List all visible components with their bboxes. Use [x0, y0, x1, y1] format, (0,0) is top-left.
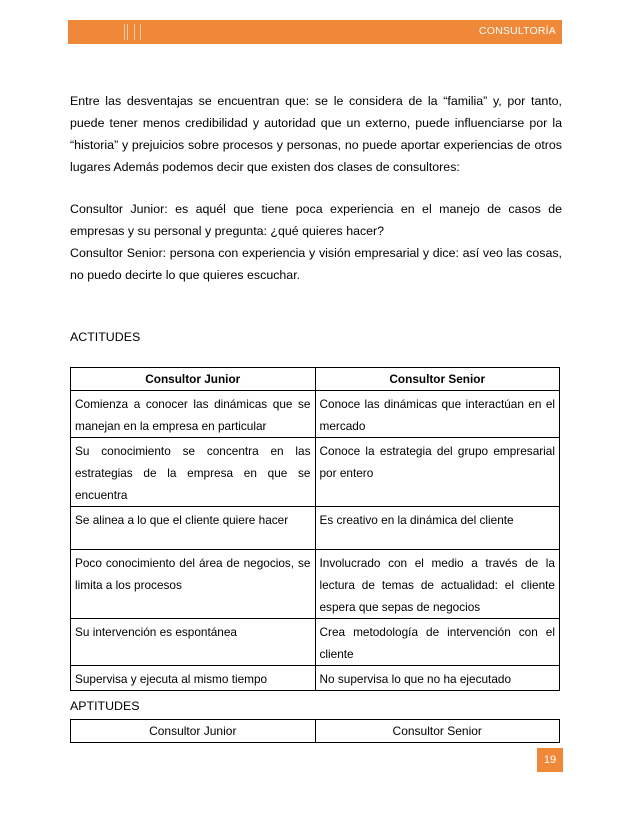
- table-cell: Su conocimiento se concentra en las estrategias de la empresa en que se encuentra: [71, 438, 316, 507]
- table-row: [71, 438, 560, 507]
- consultant-types-block: [70, 198, 562, 286]
- table-header-row: [71, 368, 560, 391]
- paragraph-junior: Consultor Junior: es aquél que tiene poca experiencia en el manejo de casos de empresas y su personal y pregunta: ¿qué quieres hacer?: [70, 202, 562, 238]
- table-row: [71, 666, 560, 691]
- table-row: [71, 507, 560, 550]
- table-cell: Conoce las dinámicas que interactúan en el mercado: [315, 391, 560, 438]
- paragraph-disadvantages: Entre las desventajas se encuentran que: se le considera de la “familia” y, por tanto, puede tener menos credibilidad y autoridad que un externo, puede influenciarse por la “historia” y prejuicios sobre procesos y personas, no puede aportar experiencias de otros lugares Además podemos decir que existen dos clases de consultores:: [70, 94, 562, 174]
- table-cell: Conoce la estrategia del grupo empresarial por entero: [315, 438, 560, 507]
- header-senior: Consultor Senior: [315, 720, 560, 743]
- table-cell: Comienza a conocer las dinámicas que se manejan en la empresa en particular: [71, 391, 316, 438]
- intro-paragraph-block: [70, 90, 562, 178]
- header-senior: Consultor Senior: [315, 368, 560, 391]
- page-number: 19: [537, 748, 563, 772]
- table-cell: Poco conocimiento del área de negocios, se limita a los procesos: [71, 550, 316, 619]
- section-title-aptitudes: APTITUDES: [70, 699, 140, 713]
- section-title-attitudes: ACTITUDES: [70, 330, 141, 344]
- table-cell: Es creativo en la dinámica del cliente: [315, 507, 560, 550]
- table-row: [71, 391, 560, 438]
- table-cell: No supervisa lo que no ha ejecutado: [315, 666, 560, 691]
- paragraph-senior: Consultor Senior: persona con experiencia y visión empresarial y dice: así veo las cosas, no puedo decirte lo que quieres escuchar.: [70, 246, 562, 282]
- table-cell: Involucrado con el medio a través de la lectura de temas de actualidad: el cliente espera que sepas de negocios: [315, 550, 560, 619]
- header-junior: Consultor Junior: [71, 368, 316, 391]
- attitudes-table: [70, 367, 560, 691]
- table-row: [71, 550, 560, 619]
- table-cell: Su intervención es espontánea: [71, 619, 316, 666]
- header-title: CONSULTORÍA: [478, 25, 556, 37]
- table-row: [71, 619, 560, 666]
- table-cell: Crea metodología de intervención con el cliente: [315, 619, 560, 666]
- aptitudes-table: [70, 719, 560, 743]
- table-header-row: [71, 720, 560, 743]
- table-cell: Se alinea a lo que el cliente quiere hacer: [71, 507, 316, 550]
- table-cell: Supervisa y ejecuta al mismo tiempo: [71, 666, 316, 691]
- header-bar: [68, 20, 562, 44]
- header-junior: Consultor Junior: [71, 720, 316, 743]
